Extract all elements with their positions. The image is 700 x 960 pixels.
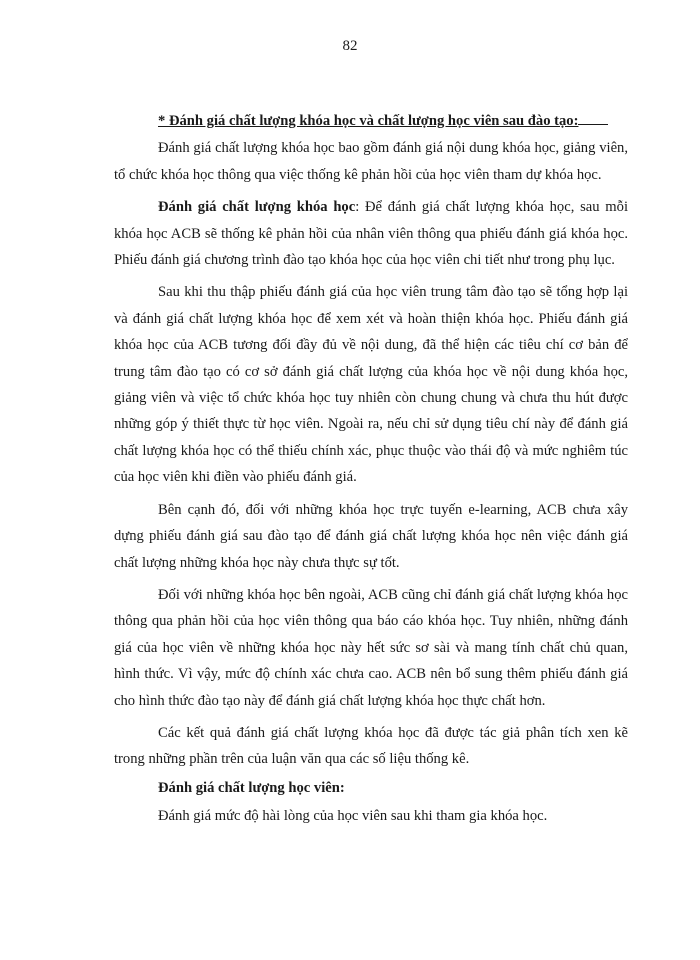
paragraph-feedback-collection: Sau khi thu thập phiếu đánh giá của học viên trung tâm đào tạo sẽ tổng hợp lại và đánh giá chất lượng khóa học để xem xét và hoàn thiện khóa học. Phiếu đánh giá khóa học của ACB tương đối đầy đủ về nội dung, đã thể hiện các tiêu chí cơ bản để trung tâm đào tạo có cơ sở đánh giá chất lượng của khóa học về nội dung khóa học, giảng viên và việc tổ chức khóa học tuy nhiên còn chung chung và chưa thu hút được những góp ý thiết thực từ học viên. Ngoài ra, nếu chỉ sử dụng tiêu chí này để đánh giá chất lượng khóa học có thể thiếu chính xác, phục thuộc vào thái độ và mức nghiêm túc của học viên khi điền vào phiếu đánh giá.	[114, 284, 628, 486]
paragraph-lead-bold: Đánh giá chất lượng khóa học	[158, 199, 356, 216]
document-body	[114, 108, 628, 836]
section-heading	[114, 108, 628, 134]
heading-underline-trail	[578, 109, 608, 125]
paragraph-elearning: Bên cạnh đó, đối với những khóa học trực tuyến e-learning, ACB chưa xây dựng phiếu đánh giá sau đào tạo để đánh giá chất lượng khóa học nên việc đánh giá chất lượng những khóa học này chưa thực sự tốt.	[114, 501, 628, 571]
paragraph-course-quality-text: : Để đánh giá chất lượng khóa học, sau mỗi khóa học ACB sẽ thống kê phản hồi của nhân viên thông qua phiếu đánh giá khóa học. Phiếu đánh giá chương trình đào tạo khóa học của học viên chi tiết như trong phụ lục.	[114, 199, 629, 269]
paragraph-external-courses: Đối với những khóa học bên ngoài, ACB cũng chỉ đánh giá chất lượng khóa học thông qua phản hồi của học viên thông qua báo cáo khóa học. Tuy nhiên, những đánh giá của học viên về những khóa học này hết sức sơ sài và mang tính chất chủ quan, hình thức. Vì vậy, mức độ chính xác chưa cao. ACB nên bổ sung thêm phiếu đánh giá cho hình thức đào tạo này để đánh giá chất lượng khóa học thực chất hơn.	[114, 586, 628, 709]
section-heading-text: * Đánh giá chất lượng khóa học và chất lượng học viên sau đào tạo:	[158, 113, 579, 129]
paragraph-course-quality	[114, 194, 628, 273]
sub-heading-learner-quality: Đánh giá chất lượng học viên:	[158, 779, 345, 796]
page-number: 82	[342, 38, 358, 54]
paragraph-results: Các kết quả đánh giá chất lượng khóa học đã được tác giả phân tích xen kẽ trong những phần trên của luận văn qua các số liệu thống kê.	[114, 724, 628, 768]
paragraph-satisfaction: Đánh giá mức độ hài lòng của học viên sau khi tham gia khóa học.	[158, 808, 548, 825]
paragraph-intro: Đánh giá chất lượng khóa học bao gồm đánh giá nội dung khóa học, giảng viên, tổ chức khóa học thông qua việc thống kê phản hồi của học viên tham dự khóa học.	[114, 140, 628, 183]
